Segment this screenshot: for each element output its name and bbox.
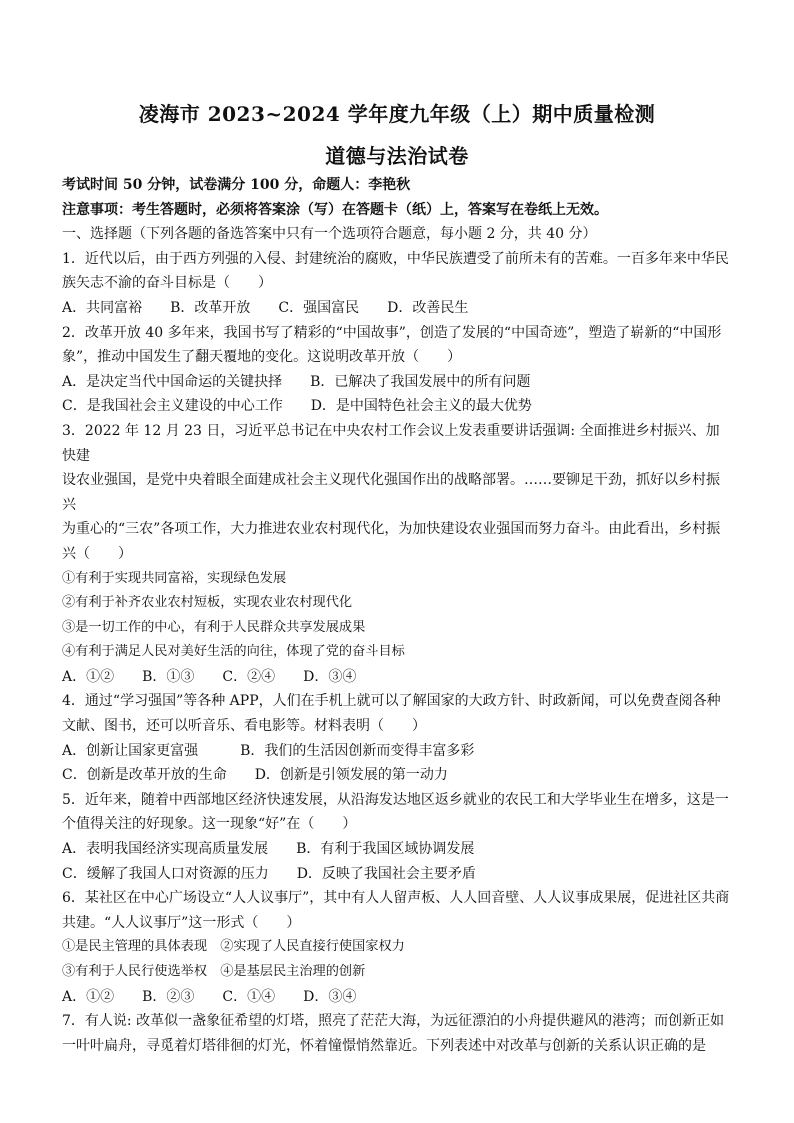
question-list bbox=[62, 247, 732, 1059]
question-4 bbox=[62, 689, 732, 787]
question-options: A．创新让国家更富强 B．我们的生活因创新而变得丰富多彩 bbox=[62, 742, 475, 759]
question-options: A．表明我国经济实现高质量发展 B．有利于我国区域协调发展 bbox=[62, 841, 475, 858]
question-options: A．①② B．②③ C．①④ D．③④ bbox=[62, 988, 357, 1005]
question-statement: ①是民主管理的具体表现 ②实现了人民直接行使国家权力 bbox=[62, 939, 405, 955]
question-7 bbox=[62, 1009, 732, 1058]
question-1 bbox=[62, 247, 732, 321]
question-stem-line: 2．改革开放 40 多年来，我国书写了精彩的“中国故事”，创造了发展的“中国奇迹”，塑造了崭新的“中国形 bbox=[62, 324, 722, 341]
question-options: C．是我国社会主义建设的中心工作 D．是中国特色社会主义的最大优势 bbox=[62, 398, 532, 415]
question-stem-line: 象”，推动中国发生了翻天覆地的变化。这说明改革开放（ ） bbox=[62, 349, 462, 366]
question-statement: ③是一切工作的中心，有利于人民群众共享发展成果 bbox=[62, 619, 366, 635]
question-stem-line: 6．某社区在中心广场设立“人人议事厅”，其中有人人留声板、人人回音壁、人人议事成果展，促进社区共商 bbox=[62, 890, 730, 907]
question-stem-line: 5．近年来，随着中西部地区经济快速发展，从沿海发达地区返乡就业的农民工和大学毕业生在增多，这是一 bbox=[62, 791, 729, 808]
question-stem-line: 一叶叶扁舟，寻觅着灯塔徘徊的灯光，怀着憧憬悄然靠近。下列表述中对改革与创新的关系认识正确的是 bbox=[62, 1037, 706, 1054]
section-heading: 一、选择题（下列各题的备选答案中只有一个选项符合题意，每小题 2 分，共 40 分） bbox=[62, 226, 597, 243]
exam-content bbox=[62, 173, 732, 1058]
question-stem-line: 3．2022 年 12 月 23 日，习近平总书记在中央农村工作会议上发表重要讲话强调: 全面推进乡村振兴、加快建 bbox=[62, 422, 720, 464]
question-stem-line: 共建。“人人议事厅”这一形式（ ） bbox=[62, 914, 301, 931]
question-stem-line: 文献、图书，还可以听音乐、看电影等。材料表明（ ） bbox=[62, 718, 426, 735]
question-5 bbox=[62, 788, 732, 886]
question-options: A．①② B．①③ C．②④ D．③④ bbox=[62, 668, 357, 685]
question-options: A．共同富裕 B．改革开放 C．强国富民 D．改善民生 bbox=[62, 299, 469, 316]
question-stem-line: 兴（ ） bbox=[62, 545, 132, 562]
exam-title: 凌海市 2023~2024 学年度九年级（上）期中质量检测 bbox=[138, 102, 656, 126]
question-options: C．缓解了我国人口对资源的压力 D．反映了我国社会主要矛盾 bbox=[62, 865, 476, 882]
question-stem-line: 个值得关注的好现象。这一现象“好”在（ ） bbox=[62, 816, 357, 833]
question-stem-line: 族矢志不渝的奋斗目标是（ ） bbox=[62, 275, 272, 292]
question-stem-line: 7．有人说: 改革似一盏象征希望的灯塔，照亮了茫茫大海，为远征漂泊的小舟提供避风的港湾；而创新正如 bbox=[62, 1013, 725, 1030]
question-statement: ④有利于满足人民对美好生活的向往，体现了党的奋斗目标 bbox=[62, 644, 405, 660]
question-statement: ③有利于人民行使选举权 ④是基层民主治理的创新 bbox=[62, 964, 366, 979]
question-stem-line: 1．近代以后，由于西方列强的入侵、封建统治的腐败，中华民族遭受了前所未有的苦难。一百多年来中华民 bbox=[62, 250, 729, 267]
question-options: C．创新是改革开放的生命 D．创新是引领发展的第一动力 bbox=[62, 767, 448, 784]
question-stem-line: 设农业强国，是党中央着眼全面建成社会主义现代化强国作出的战略部署。……要铆足干劲，抓好以乡村振兴 bbox=[62, 472, 720, 513]
question-2 bbox=[62, 321, 732, 419]
question-options: A．是决定当代中国命运的关键抉择 B．已解决了我国发展中的所有问题 bbox=[62, 373, 531, 390]
exam-info: 考试时间 50 分钟，试卷满分 100 分，命题人：李艳秋 bbox=[62, 177, 411, 193]
question-3 bbox=[62, 419, 732, 690]
exam-notice: 注意事项：考生答题时，必须将答案涂（写）在答题卡（纸）上，答案写在卷纸上无效。 bbox=[62, 201, 608, 218]
question-stem-line: 为重心的“三农”各项工作，大力推进农业农村现代化，为加快建设农业强国而努力奋斗。由此看出，乡村振 bbox=[62, 521, 721, 538]
question-statement: ②有利于补齐农业农村短板，实现农业农村现代化 bbox=[62, 595, 353, 611]
exam-subtitle: 道德与法治试卷 bbox=[325, 144, 469, 168]
question-stem-line: 4．通过“学习强国”等各种 APP，人们在手机上就可以了解国家的大政方针、时政新闻，可以免费查阅各种 bbox=[62, 693, 721, 710]
question-6 bbox=[62, 886, 732, 1009]
question-statement: ①有利于实现共同富裕，实现绿色发展 bbox=[62, 570, 287, 586]
